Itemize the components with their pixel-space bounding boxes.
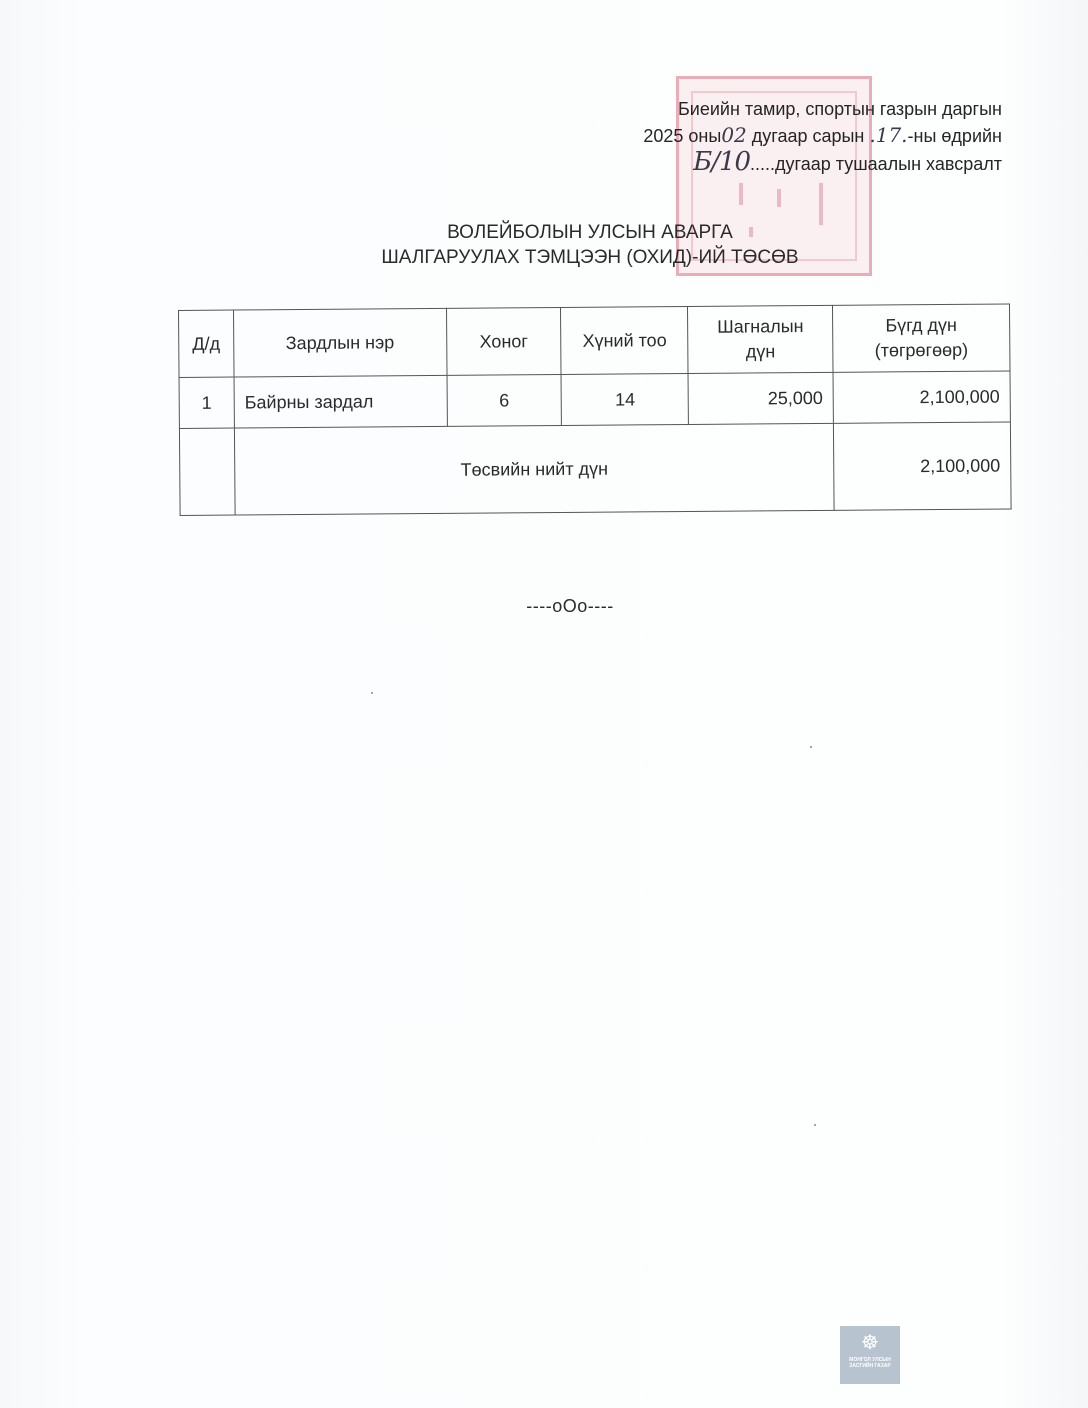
day-suffix: -ны өдрийн — [907, 126, 1002, 146]
row-name: Байрны зардал — [234, 375, 447, 428]
title-line-2: ШАЛГАРУУЛАХ ТЭМЦЭЭН (ОХИД)-ИЙ ТӨСӨВ — [381, 247, 799, 268]
table-header-row — [179, 304, 1011, 378]
handwritten-order-number: Б/10 — [693, 147, 751, 177]
summary-empty-cell — [179, 428, 235, 515]
title-line-1: ВОЛЕЙБОЛЫН УЛСЫН АВАРГА — [447, 222, 733, 243]
month-suffix: дугаар сарын — [746, 126, 870, 146]
handwritten-month: 02 — [721, 123, 747, 147]
appendix-line-1: Биеийн тамир, спортын газрын даргын — [677, 99, 1002, 119]
header-people: Хүний тоо — [561, 306, 688, 374]
document-title — [330, 220, 850, 270]
appendix-reference — [582, 96, 1002, 177]
budget-table — [178, 303, 1012, 516]
table-row — [179, 371, 1010, 429]
closing-mark: ----oOo---- — [526, 596, 614, 616]
row-people: 14 — [561, 373, 688, 425]
row-rate: 25,000 — [688, 372, 833, 424]
header-rate — [688, 305, 833, 373]
header-total-line2: (төгрөгөөр) — [874, 339, 969, 361]
header-name: Зардлын нэр — [233, 308, 446, 377]
row-total: 2,100,000 — [833, 371, 1010, 423]
summary-total: 2,100,000 — [834, 422, 1012, 510]
header-rate-line1: Шагналын — [717, 316, 804, 337]
soyombo-icon: ☸ — [861, 1332, 879, 1354]
emblem-line-2: ЗАСГИЙН ГАЗАР — [849, 1363, 891, 1369]
order-suffix: .....дугаар тушаалын хавсралт — [750, 154, 1002, 174]
header-total — [833, 304, 1010, 372]
summary-row — [179, 422, 1011, 516]
appendix-line-3 — [582, 149, 1002, 177]
header-days: Хоног — [446, 307, 561, 375]
scan-speck — [371, 692, 373, 694]
header-rate-line2: дүн — [745, 341, 776, 362]
header-num: Д/д — [179, 310, 234, 377]
scan-speck — [814, 1124, 816, 1126]
government-emblem — [840, 1326, 900, 1384]
budget-table-wrapper — [178, 303, 1012, 516]
scan-speck — [810, 746, 812, 748]
summary-label: Төсвийн нийт дүн — [234, 423, 834, 515]
year-text: 2025 оны — [643, 126, 722, 146]
header-total-line1: Бүгд дүн — [885, 314, 958, 336]
emblem-line-1: МОНГОЛ УЛСЫН — [849, 1357, 891, 1363]
row-num: 1 — [179, 377, 234, 428]
handwritten-day: .17. — [869, 123, 908, 147]
appendix-line-2 — [582, 122, 1002, 149]
row-days: 6 — [447, 374, 562, 426]
